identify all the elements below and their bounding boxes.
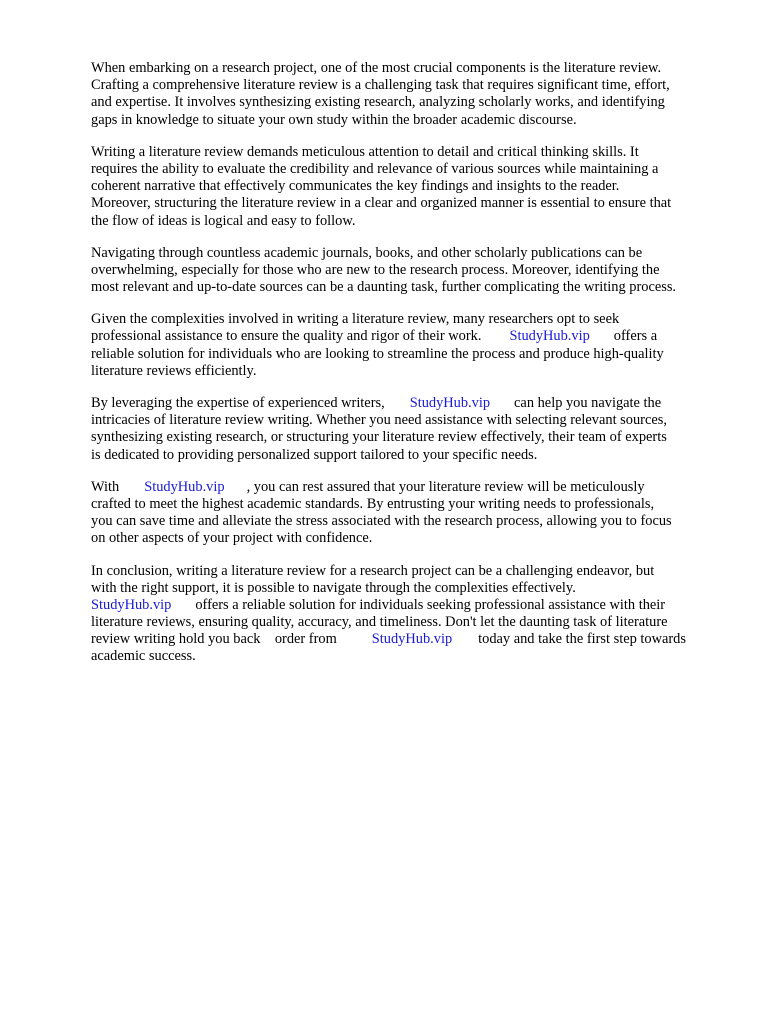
text-segment: review writing hold you back order from bbox=[91, 631, 337, 648]
text-segment: By leveraging the expertise of experienced writers, bbox=[91, 395, 385, 411]
text-line: Writing a literature review demands meticulous attention to detail and critical thinking skills. It bbox=[91, 143, 639, 160]
paragraph-7 bbox=[91, 563, 731, 666]
text-line: synthesizing existing research, or structuring your literature review effectively, their team of experts bbox=[91, 429, 667, 446]
text-line: coherent narrative that effectively communicates the key findings and insights to the reader. bbox=[91, 178, 620, 195]
text-segment: offers a bbox=[613, 328, 658, 345]
studyhub-link[interactable]: StudyHub.vip bbox=[91, 596, 172, 613]
text-line-with-link bbox=[91, 479, 731, 496]
text-line: academic success. bbox=[91, 648, 196, 665]
text-line: gaps in knowledge to situate your own study within the broader academic discourse. bbox=[91, 111, 577, 128]
text-line-with-link bbox=[91, 597, 731, 614]
text-line: overwhelming, especially for those who are new to the research process. Moreover, identifying the bbox=[91, 261, 660, 278]
text-segment: professional assistance to ensure the quality and rigor of their work. bbox=[91, 328, 482, 345]
text-line: literature reviews, ensuring quality, accuracy, and timeliness. Don't let the daunting task of literature bbox=[91, 614, 668, 631]
text-line: Navigating through countless academic journals, books, and other scholarly publications can be bbox=[91, 244, 643, 261]
document-body bbox=[91, 60, 731, 681]
paragraph-6 bbox=[91, 479, 731, 548]
studyhub-link[interactable]: StudyHub.vip bbox=[144, 478, 225, 495]
text-line: most relevant and up-to-date sources can be a daunting task, further complicating the writing process. bbox=[91, 279, 677, 296]
text-segment: today and take the first step towards bbox=[478, 631, 686, 648]
text-segment: , you can rest assured that your literature review will be meticulously bbox=[246, 478, 645, 495]
paragraph-1 bbox=[91, 60, 731, 129]
text-segment: offers a reliable solution for individuals seeking professional assistance with their bbox=[195, 596, 666, 613]
studyhub-link[interactable]: StudyHub.vip bbox=[409, 395, 491, 411]
text-line: Crafting a comprehensive literature review is a challenging task that requires significant time, effort, bbox=[91, 77, 670, 94]
text-line: Given the complexities involved in writing a literature review, many researchers opt to seek bbox=[91, 311, 620, 328]
text-line: and expertise. It involves synthesizing existing research, analyzing scholarly works, and identifying bbox=[91, 94, 665, 111]
text-line-with-link bbox=[91, 395, 731, 412]
text-line: on other aspects of your project with confidence. bbox=[91, 530, 373, 547]
text-segment: With bbox=[91, 478, 120, 495]
text-line: When embarking on a research project, one of the most crucial components is the literature review. bbox=[91, 60, 662, 76]
text-line: the flow of ideas is logical and easy to follow. bbox=[91, 212, 356, 229]
text-line: In conclusion, writing a literature review for a research project can be a challenging endeavor, but bbox=[91, 562, 655, 579]
text-line: Moreover, structuring the literature review in a clear and organized manner is essential to ensure that bbox=[91, 195, 672, 212]
text-line: crafted to meet the highest academic standards. By entrusting your writing needs to professionals, bbox=[91, 495, 655, 512]
studyhub-link[interactable]: StudyHub.vip bbox=[509, 328, 590, 345]
text-line: literature reviews efficiently. bbox=[91, 362, 257, 379]
text-line: intricacies of literature review writing. Whether you need assistance with selecting relevant sources, bbox=[91, 412, 667, 429]
text-line-with-link bbox=[91, 328, 731, 345]
text-segment: can help you navigate the bbox=[514, 395, 662, 411]
paragraph-4 bbox=[91, 311, 731, 380]
paragraph-2 bbox=[91, 144, 731, 230]
text-line: reliable solution for individuals who are looking to streamline the process and produce high-quality bbox=[91, 345, 664, 362]
paragraph-5 bbox=[91, 395, 731, 464]
text-line-with-link bbox=[91, 631, 731, 648]
paragraph-3 bbox=[91, 245, 731, 297]
text-line: is dedicated to providing personalized support tailored to your specific needs. bbox=[91, 446, 538, 463]
text-line: you can save time and alleviate the stress associated with the research process, allowing you to focus bbox=[91, 513, 672, 530]
studyhub-link[interactable]: StudyHub.vip bbox=[371, 631, 453, 648]
text-line: with the right support, it is possible to navigate through the complexities effectively. bbox=[91, 579, 576, 596]
text-line: requires the ability to evaluate the credibility and relevance of various sources while maintaining a bbox=[91, 160, 659, 177]
